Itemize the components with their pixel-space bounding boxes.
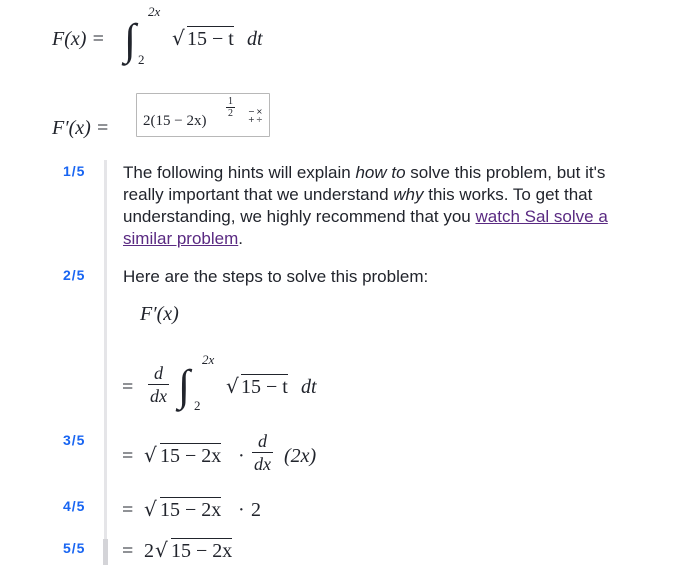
step-4-radicand: 15 − 2x [171, 540, 233, 562]
step-3-radicand: 15 − 2x [160, 499, 222, 521]
step-4-coefficient: 2 [144, 540, 154, 562]
step-1-lower-limit: 2 [194, 398, 201, 413]
watch-sal-link[interactable]: watch Sal solve a similar problem [123, 207, 608, 248]
math-keypad-toggle-icon[interactable] [246, 105, 266, 127]
step-2-equals: = [122, 445, 134, 467]
question-differential: dt [247, 28, 263, 50]
step-start: F′(x) [140, 303, 179, 325]
step-4 [122, 538, 322, 566]
hints-divider-current [103, 539, 108, 565]
hint-1-emphasis-why: why [393, 185, 424, 204]
integral-lower-limit: 2 [138, 52, 145, 67]
step-2-d: d [252, 430, 273, 453]
divide-glyph: ÷ [256, 115, 263, 124]
step-3-sqrt-sign: √ [144, 497, 157, 521]
step-2-dx: dx [254, 454, 271, 474]
step-1-dx: dx [150, 386, 167, 406]
answer-exponent [226, 96, 235, 119]
step-1-d: d [148, 362, 169, 385]
step-3-dot: · [238, 499, 245, 521]
hint-1-emphasis-how-to: how to [355, 163, 406, 182]
integral-sign: ∫ [124, 15, 137, 64]
hint-counter-2: 2/5 [63, 267, 86, 283]
step-1 [122, 352, 342, 422]
question-expression [52, 4, 282, 70]
hint-1-part: solve this problem, but it's really important that we understand [123, 163, 606, 204]
step-1-sqrt-sign: √ [226, 374, 239, 398]
hint-1-part: this works. To get that understanding, we highly recommend that you [123, 185, 593, 226]
hint-counter-1: 1/5 [63, 163, 86, 179]
step-1-integral-sign: ∫ [178, 361, 191, 410]
step-3-factor: 2 [251, 499, 261, 521]
step-4-equals: = [122, 540, 134, 562]
exponent-numerator: 1 [228, 96, 233, 107]
step-1-radicand: 15 − t [241, 376, 288, 398]
hint-counter-4: 4/5 [63, 498, 86, 514]
step-2-radicand: 15 − 2x [160, 445, 222, 467]
hint-1-part: The following hints will explain [123, 163, 356, 182]
question-radicand: 15 − t [187, 28, 234, 50]
question-lhs: F(x) = [52, 28, 105, 50]
minus-glyph: − [248, 107, 255, 116]
step-2-derivative-op [252, 430, 273, 475]
answer-label: F′(x) = [52, 117, 110, 139]
step-2-argument: (2x) [284, 445, 317, 467]
step-2-sqrt-sign: √ [144, 443, 157, 467]
step-3 [122, 497, 322, 525]
hint-1-text [123, 162, 638, 250]
hint-1-end: . [238, 229, 243, 248]
step-1-differential: dt [301, 376, 317, 398]
step-2 [122, 430, 342, 482]
step-1-equals: = [122, 376, 134, 398]
hint-2-text: Here are the steps to solve this problem: [123, 267, 429, 286]
step-1-derivative-op [148, 362, 169, 407]
integral-upper-limit: 2x [148, 4, 161, 19]
hint-counter-5: 5/5 [63, 540, 86, 556]
plus-glyph: + [248, 115, 255, 124]
exponent-denominator: 2 [228, 108, 233, 119]
step-2-dot: · [238, 445, 245, 467]
sqrt-sign: √ [172, 26, 185, 50]
answer-value: 2(15 − 2x) [143, 113, 207, 129]
step-1-upper-limit: 2x [202, 352, 215, 367]
hints-divider [104, 160, 107, 564]
step-4-sqrt-sign: √ [155, 538, 168, 562]
times-glyph: × [256, 107, 263, 116]
step-3-equals: = [122, 499, 134, 521]
hint-counter-3: 3/5 [63, 432, 86, 448]
